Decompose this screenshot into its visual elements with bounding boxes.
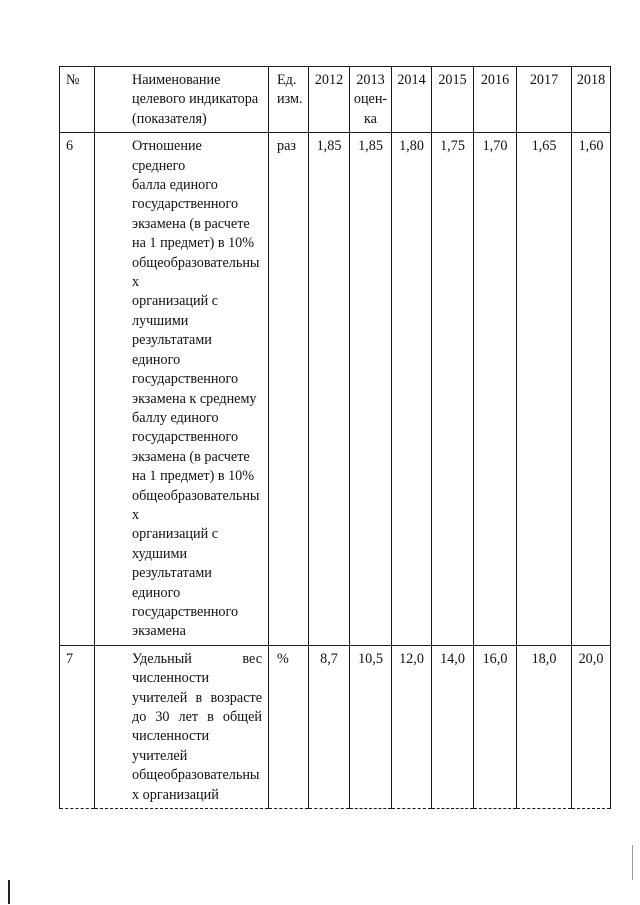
value-cell: 10,5: [350, 645, 392, 808]
row-number: 6: [60, 133, 95, 646]
name-line: на 1 предмет) в 10%: [132, 468, 255, 485]
name-line: государственного: [132, 429, 239, 446]
name-line: организаций с: [132, 293, 219, 310]
name-line: результатами: [132, 332, 212, 349]
name-line: х: [132, 506, 140, 523]
name-line: численности: [132, 728, 210, 745]
name-line: до 30 лет в общей: [132, 709, 262, 725]
row-number: 7: [60, 645, 95, 808]
name-line: лучшими: [132, 312, 189, 329]
header-year: 2012: [309, 67, 350, 133]
header-year: 2016: [474, 67, 517, 133]
name-line: общеобразовательны: [132, 487, 260, 504]
name-line: учителей: [132, 747, 188, 764]
value-cell: 1,75: [432, 133, 474, 646]
scan-edge-mark: [632, 845, 636, 880]
value-cell: 1,60: [572, 133, 611, 646]
name-line: экзамена (в расчете: [132, 215, 250, 232]
name-line: среднего: [132, 157, 186, 174]
name-line: балла единого: [132, 177, 218, 194]
value-cell: 1,70: [474, 133, 517, 646]
name-line: Отношение: [132, 138, 202, 155]
header-year: 2017: [517, 67, 572, 133]
value-cell: 18,0: [517, 645, 572, 808]
name-line: экзамена: [132, 623, 186, 640]
name-line: численности: [132, 670, 210, 687]
table-row: [60, 645, 611, 808]
name-line: общеобразовательны: [132, 254, 260, 271]
name-line: результатами: [132, 565, 212, 582]
name-line: х организаций: [132, 786, 219, 803]
name-line: общеобразовательны: [132, 767, 260, 784]
name-line: баллу единого: [132, 409, 219, 426]
name-line: х: [132, 274, 140, 291]
value-cell: 1,85: [309, 133, 350, 646]
value-cell: 8,7: [309, 645, 350, 808]
value-cell: 1,80: [392, 133, 432, 646]
value-cell: 20,0: [572, 645, 611, 808]
indicators-table: [59, 66, 611, 809]
header-num: №: [60, 67, 95, 133]
header-year: 2015: [432, 67, 474, 133]
unit-cell: %: [269, 645, 309, 808]
header-year: 2018: [572, 67, 611, 133]
name-line: единого: [132, 584, 181, 601]
value-cell: 16,0: [474, 645, 517, 808]
header-year: 2013 оцен-ка: [350, 67, 392, 133]
header-year: 2014: [392, 67, 432, 133]
name-line: экзамена (в расчете: [132, 448, 250, 465]
header-name: Наименование целевого индикатора (показателя): [95, 67, 269, 133]
name-line: организаций с: [132, 526, 219, 543]
unit-cell: раз: [269, 133, 309, 646]
header-row: [60, 67, 611, 133]
value-cell: 1,65: [517, 133, 572, 646]
name-line: государственного: [132, 371, 239, 388]
value-cell: 14,0: [432, 645, 474, 808]
value-cell: 12,0: [392, 645, 432, 808]
name-line: худшими: [132, 545, 188, 562]
name-line: государственного: [132, 196, 239, 213]
name-line: Удельный вес: [132, 650, 262, 667]
indicator-name: [95, 133, 269, 646]
name-line: государственного: [132, 603, 239, 620]
scan-edge-mark: [8, 880, 13, 904]
name-line: учителей в возрасте: [132, 689, 262, 706]
name-line: на 1 предмет) в 10%: [132, 235, 255, 252]
header-unit: Ед. изм.: [269, 67, 309, 133]
indicator-name: [95, 645, 269, 808]
value-cell: 1,85: [350, 133, 392, 646]
name-line: экзамена к среднему: [132, 390, 257, 407]
name-line: единого: [132, 351, 181, 368]
table-row: [60, 133, 611, 646]
